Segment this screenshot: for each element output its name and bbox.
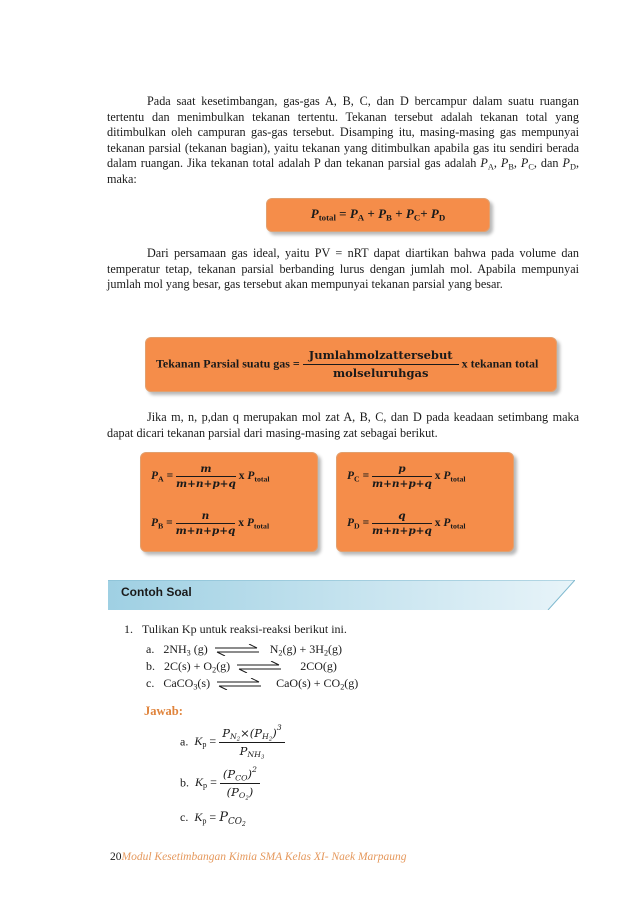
paragraph-partial-pressure-intro: Pada saat kesetimbangan, gas-gas A, B, C, dan D bercampur dalam suatu ruangan tertentu dan menimbulkan tekanan tertentu. Tekanan tersebut adalah tekanan total yang ditimbulkan oleh campuran gas-gas tersebut. Disamping itu, masing-masing gas mempunyai tekanan parsial (tekanan bagian), yaitu tekanan yang ditimbulkan apabila gas itu sendiri berada dalam ruangan. Jika tekanan total adalah P dan tekanan parsial gas adalah $P_A$, $P_B$, $P_C$, dan $P_D$, maka: — [107, 94, 580, 186]
answer-label: Jawab: — [144, 704, 183, 718]
reaction-a: a. $2NH_3$ (g) $N_2(g) + 3H_2(g)$ — [146, 642, 343, 658]
partial-pressure-box-ab — [140, 452, 318, 552]
question-1: 1. Tulikan Kp untuk reaksi-reaksi berikut ini. — [124, 622, 347, 636]
answer-b: b. $K_p$ = $\frac{(P_{CO})^2}{(P_{O_2})}$ — [180, 767, 260, 799]
example-banner-label: Contoh Soal — [121, 585, 192, 599]
mole-fraction-denominator: molseluruhgas — [332, 366, 429, 380]
mole-fraction — [303, 348, 459, 380]
reaction-b: b. $2C(s) + O_2(g)$ 2CO(g) — [146, 659, 337, 675]
page-number: 20 — [110, 851, 122, 863]
answer-c: c. $K_p = P_{CO_2}$ — [180, 810, 246, 828]
equation-pa: $P_A$ = $\frac{m}{m+n+p+q}$ x $P_{total}$ — [151, 463, 270, 490]
equation-pc: $P_C$ = $\frac{p}{m+n+p+q}$ x $P_{total}$ — [347, 463, 466, 490]
reaction-c: c. CaCO$_3$(s) $CaO(s) + CO_2(g)$ — [146, 676, 359, 692]
partial-pressure-suffix: x tekanan total — [461, 356, 539, 371]
page-footer — [110, 851, 407, 863]
total-pressure-equation: $P_{total} = P_A + P_B + P_C+ P_D$ — [310, 206, 446, 223]
equilibrium-arrow-icon — [217, 678, 261, 690]
answer-a: a. $K_p$ = $\frac{P_{N_2}\times(P_{H_2})^3}{P_{NH_3}}$ — [180, 726, 285, 758]
partial-pressure-label: Tekanan Parsial suatu gas = — [156, 356, 300, 371]
equilibrium-arrow-icon — [237, 661, 281, 673]
footer-title: Modul Kesetimbangan Kimia SMA Kelas XI- Naek Marpaung — [121, 851, 407, 863]
total-pressure-formula-box — [266, 198, 490, 232]
equilibrium-arrow-icon — [215, 644, 259, 656]
mole-fraction-numerator: Jumlahmolzattersebut — [303, 348, 459, 365]
partial-pressure-definition-box — [145, 337, 557, 392]
paragraph-ideal-gas: Dari persamaan gas ideal, yaitu PV = nRT dapat diartikan bahwa pada volume dan temperatur tetap, tekanan parsial berbanding lurus dengan jumlah mol. Apabila mempunyai jumlah mol yang besar, gas tersebut akan mempunyai tekanan parsial yang besar. — [107, 246, 579, 292]
equation-pb: $P_B$ = $\frac{n}{m+n+p+q}$ x $P_{total}$ — [151, 510, 270, 537]
equation-pd: $P_D$ = $\frac{q}{m+n+p+q}$ x $P_{total}$ — [347, 510, 466, 537]
paragraph-mole-definitions: Jika m, n, p,dan q merupakan mol zat A, B, C, dan D pada keadaan setimbang maka dapat dicari tekanan parsial dari masing-masing zat sebagai berikut. — [107, 410, 579, 440]
partial-pressure-box-cd — [336, 452, 514, 552]
